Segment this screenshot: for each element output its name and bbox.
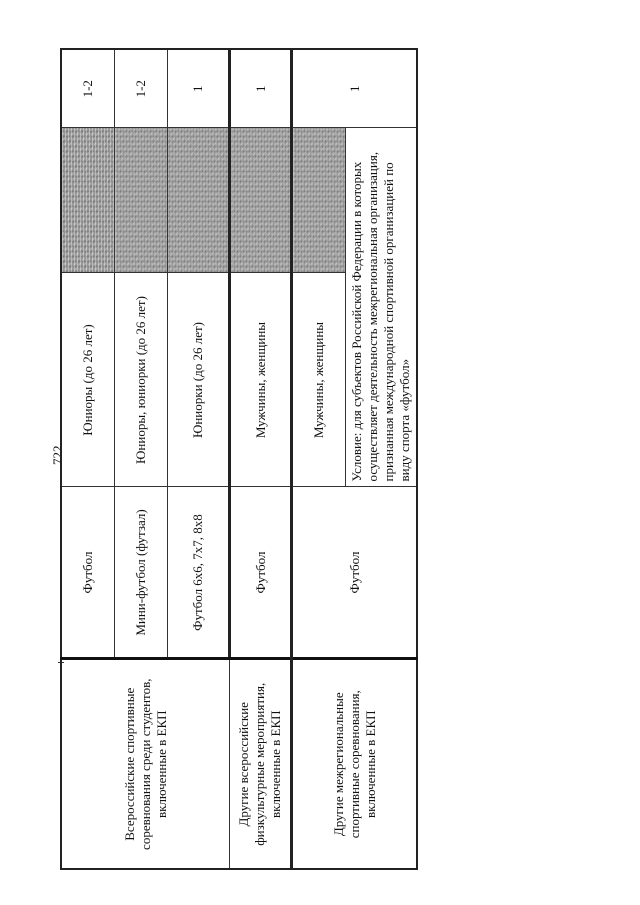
discipline-cell: Мини-футбол (футзал) — [115, 487, 168, 659]
participants-cell: Юниоры (до 26 лет) — [61, 273, 115, 487]
shaded-cell — [230, 128, 292, 273]
rotated-table-container — [60, 50, 412, 870]
condition-cell: Условие: для субъектов Российской Федерации в которых осуществляет деятельность межрегиональная организация, признанная международной спортивной организацией по виду спорта «футбол» — [346, 128, 418, 487]
value-cell: 1-2 — [115, 49, 168, 128]
participants-cell: Мужчины, женщины — [292, 273, 346, 487]
discipline-cell: Футбол 6х6, 7х7, 8х8 — [168, 487, 230, 659]
shaded-cell — [115, 128, 168, 273]
participants-cell: Мужчины, женщины — [230, 273, 292, 487]
competition-cell: Другие межрегиональные спортивные соревнования, включенные в ЕКП — [292, 659, 418, 869]
shaded-cell — [292, 128, 346, 273]
discipline-cell: Футбол — [292, 487, 418, 659]
value-cell: 1 — [230, 49, 292, 128]
shaded-cell — [168, 128, 230, 273]
competition-cell: Другие всероссийские физкультурные мероприятия, включенные в ЕКП — [230, 659, 292, 869]
table-row — [292, 49, 346, 869]
value-cell: 1 — [168, 49, 230, 128]
value-cell: 1-2 — [61, 49, 115, 128]
sports-competitions-table — [60, 48, 418, 870]
discipline-cell: Футбол — [61, 487, 115, 659]
competition-cell: Всероссийские спортивные соревнования среди студентов, включенные в ЕКП — [61, 659, 230, 869]
participants-cell: Юниоры, юниорки (до 26 лет) — [115, 273, 168, 487]
value-cell: 1 — [292, 49, 418, 128]
shaded-cell — [61, 128, 115, 273]
discipline-cell: Футбол — [230, 487, 292, 659]
table-row — [230, 49, 292, 869]
table-row — [61, 49, 115, 869]
page-number: 722 — [50, 445, 65, 465]
participants-cell: Юниорки (до 26 лет) — [168, 273, 230, 487]
